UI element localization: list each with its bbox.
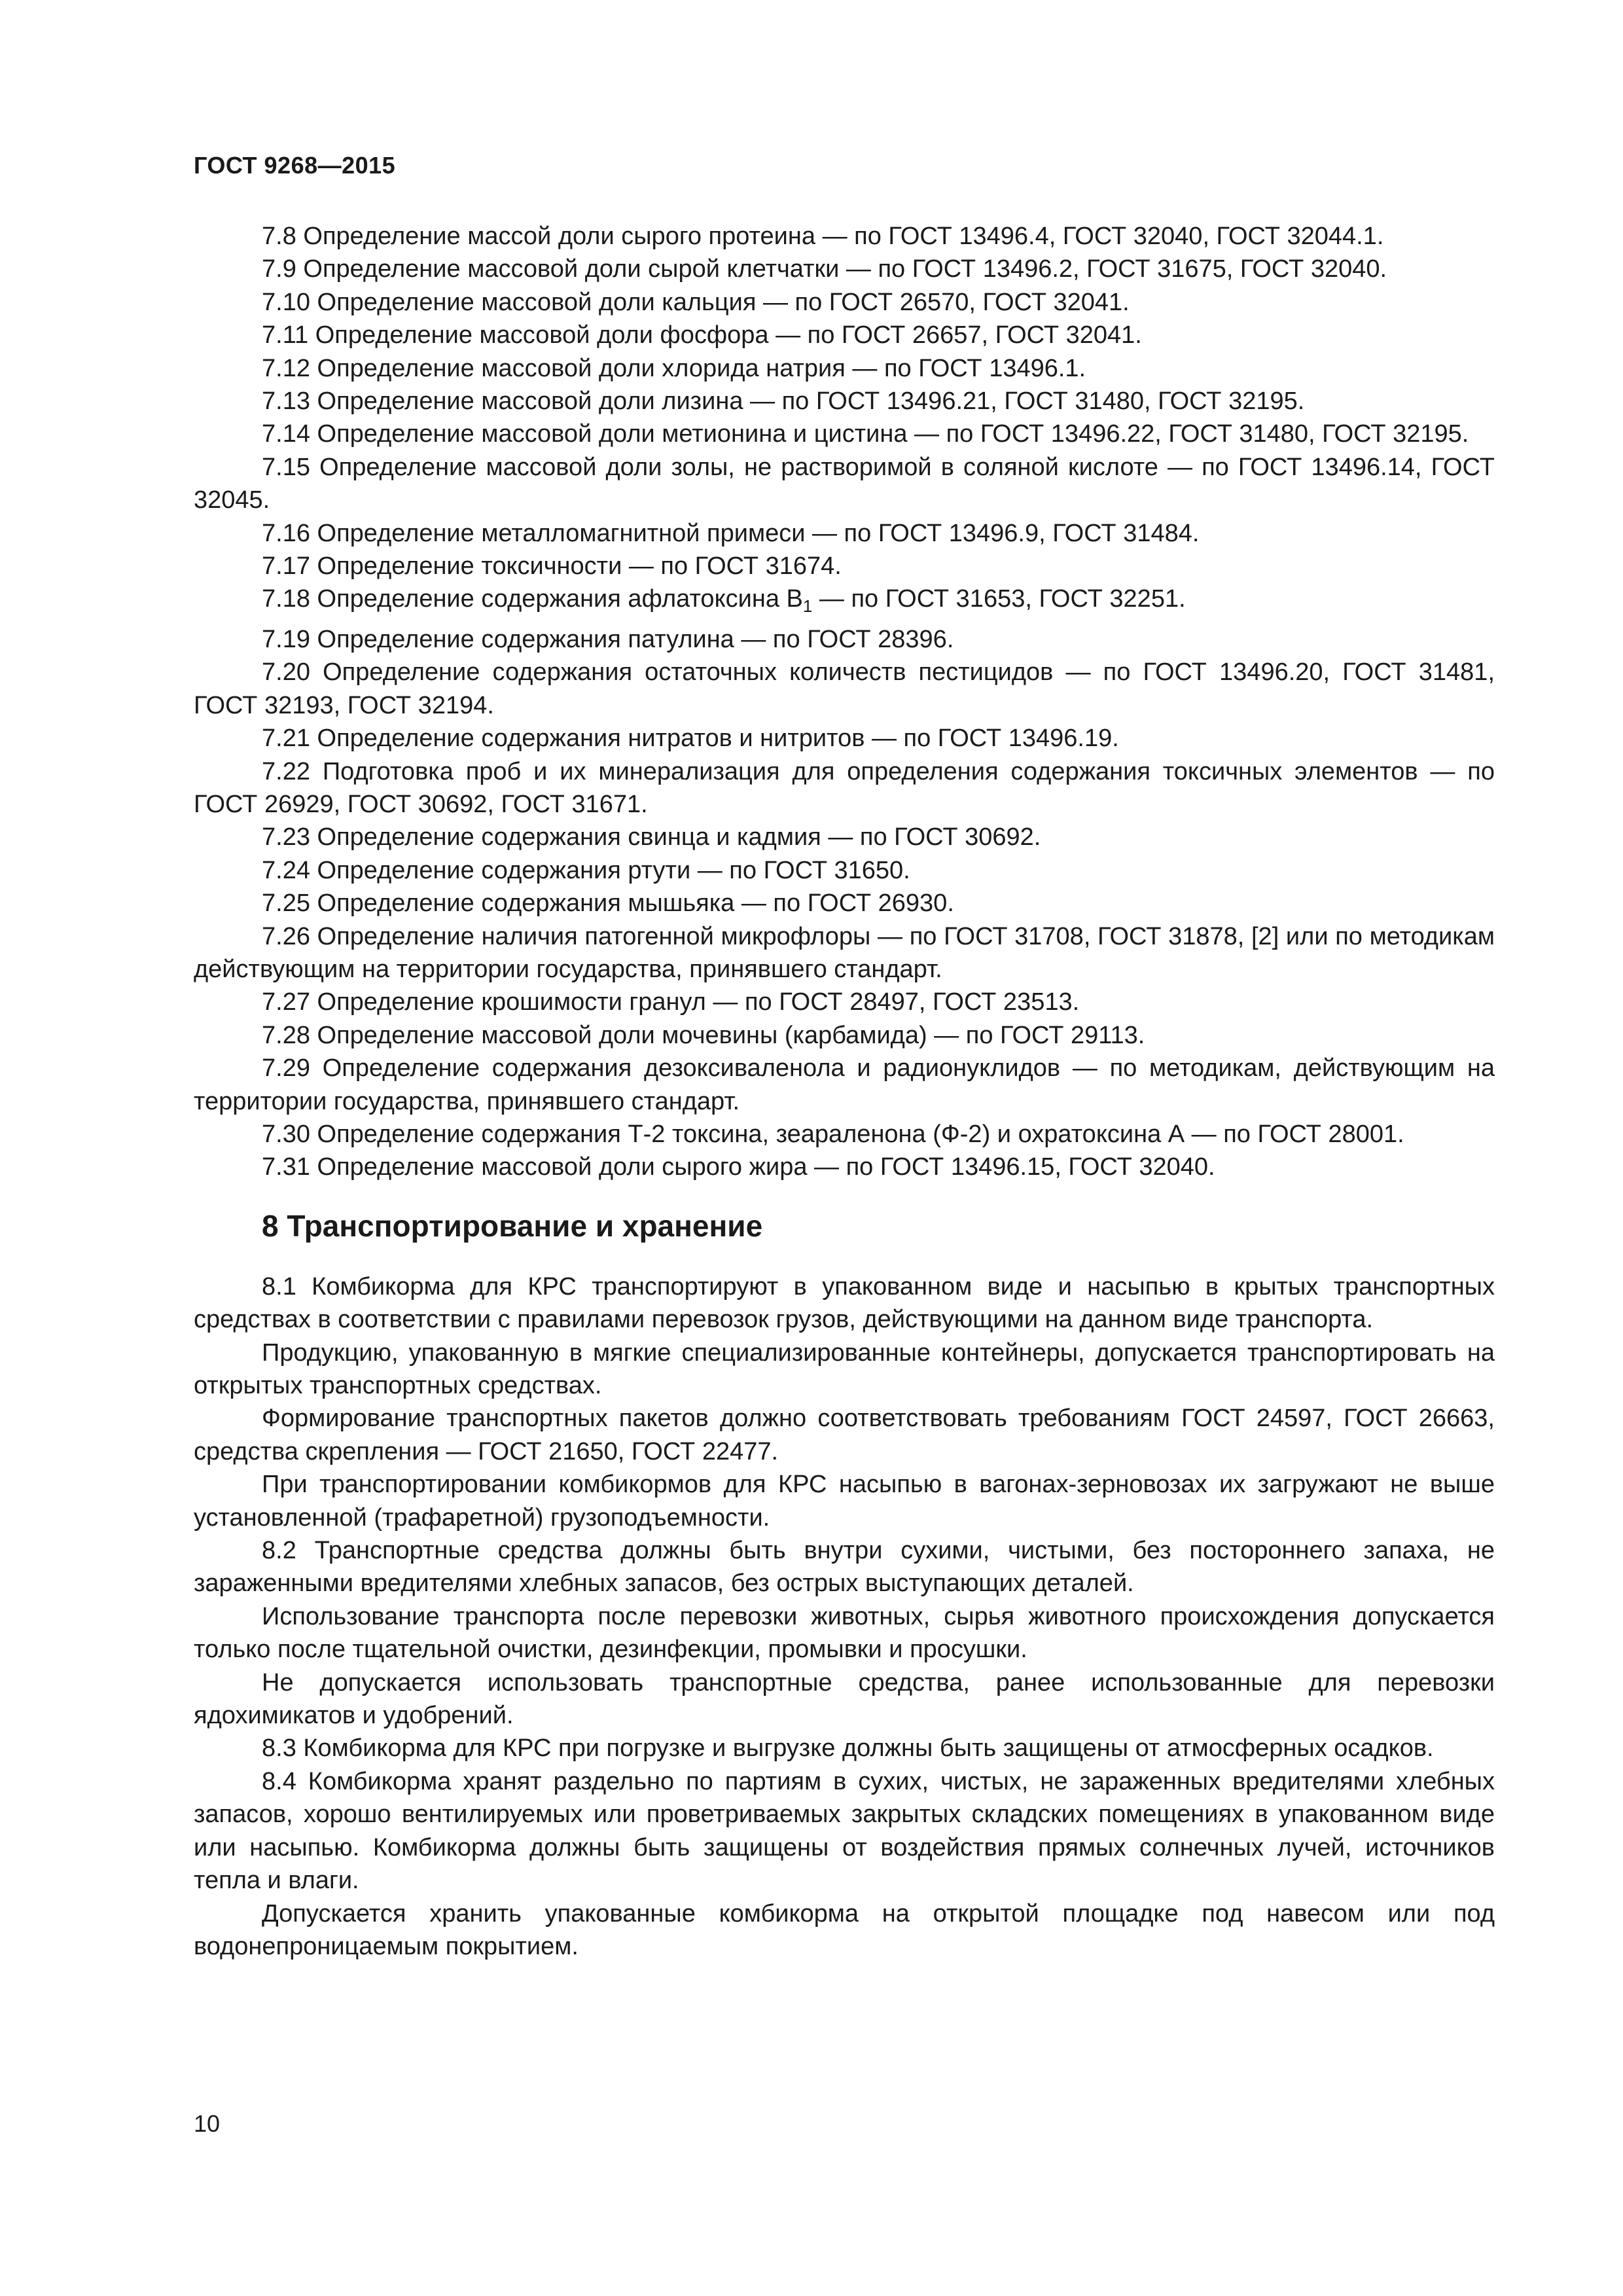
paragraph: Формирование транспортных пакетов должно соответствовать требованиям ГОСТ 24597, ГОСТ 26663, средства скрепления — ГОСТ 21650, ГОСТ 22477.	[194, 1405, 1495, 1465]
clause-text: Определение содержания остаточных количеств пестицидов — по ГОСТ 13496.20, ГОСТ 31481, ГОСТ 32193, ГОСТ 32194.	[194, 658, 1495, 719]
clause-text: Определение массовой доли хлорида натрия — по ГОСТ 13496.1.	[317, 354, 1086, 382]
clause-7-17	[194, 550, 1495, 583]
clause-number: 7.12	[262, 354, 310, 382]
clause-number: 7.10	[262, 288, 310, 316]
clause-text: Определение массовой доли сырой клетчатки — по ГОСТ 13496.2, ГОСТ 31675, ГОСТ 32040.	[303, 255, 1387, 283]
clause-number: 7.22	[262, 757, 310, 785]
clause-number: 7.9	[262, 255, 296, 283]
document-header: ГОСТ 9268—2015	[194, 152, 396, 179]
clause-7-22	[194, 755, 1495, 821]
clause-text: Определение содержания мышьяка — по ГОСТ 26930.	[317, 889, 954, 918]
clause-7-9	[194, 253, 1495, 285]
clause-text: Определение содержания свинца и кадмия — по ГОСТ 30692.	[317, 823, 1041, 852]
clause-text: Определение массовой доли сырого жира — по ГОСТ 13496.15, ГОСТ 32040.	[317, 1153, 1215, 1181]
clause-7-24	[194, 854, 1495, 887]
clause-text: Определение массовой доли метионина и цистина — по ГОСТ 13496.22, ГОСТ 31480, ГОСТ 32195.	[317, 420, 1469, 448]
clause-text: Определение содержания нитратов и нитритов — по ГОСТ 13496.19.	[317, 725, 1119, 753]
clause-text: Определение содержания афлатоксина B	[317, 585, 803, 613]
paragraph: Допускается хранить упакованные комбикорма на открытой площадке под навесом или под водонепроницаемым покрытием.	[194, 1899, 1495, 1960]
clause-number: 7.24	[262, 856, 310, 884]
clause-text: Определение токсичности — по ГОСТ 31674.	[317, 552, 842, 581]
clause-number: 7.27	[262, 988, 310, 1016]
clause-number: 7.26	[262, 922, 310, 950]
clause-text: Определение массовой доли лизина — по ГОСТ 13496.21, ГОСТ 31480, ГОСТ 32195.	[317, 387, 1305, 416]
clause-7-10	[194, 286, 1495, 319]
clause-number: 7.31	[262, 1153, 310, 1181]
clause-text: Определение наличия патогенной микрофлоры — по ГОСТ 31708, ГОСТ 31878, [2] или по методикам действующим на территории государства, принявшего стандарт.	[194, 922, 1495, 983]
clause-7-20	[194, 656, 1495, 722]
clause-7-27	[194, 986, 1495, 1018]
clause-number: 7.29	[262, 1054, 310, 1083]
clause-number: 7.11	[262, 321, 309, 350]
clause-number: 7.13	[262, 387, 310, 416]
clause-7-19	[194, 623, 1495, 656]
clause-text: Определение массой доли сырого протеина — по ГОСТ 13496.4, ГОСТ 32040, ГОСТ 32044.1.	[303, 223, 1384, 250]
paragraph: Не допускается использовать транспортные средства, ранее использованные для перевозки ядохимикатов и удобрений.	[194, 1668, 1495, 1730]
clause-text: Определение массовой доли кальция — по ГОСТ 26570, ГОСТ 32041.	[317, 288, 1130, 316]
clause-text-tail: — по ГОСТ 31653, ГОСТ 32251.	[812, 585, 1186, 613]
clause-7-11	[194, 319, 1495, 351]
section-8-body	[194, 1270, 1495, 1964]
clause-7-12	[194, 352, 1495, 385]
clause-text: Определение содержания ртути — по ГОСТ 31650.	[317, 856, 910, 884]
clause-7-29	[194, 1052, 1495, 1118]
page-body	[194, 220, 1495, 1963]
section-7-list	[194, 220, 1495, 1184]
clause-7-13	[194, 385, 1495, 418]
clause-7-31	[194, 1151, 1495, 1183]
clause-number: 7.16	[262, 519, 310, 547]
clause-text: Подготовка проб и их минерализация для определения содержания токсичных элементов — по ГОСТ 26929, ГОСТ 30692, ГОСТ 31671.	[194, 757, 1495, 818]
clause-7-25	[194, 887, 1495, 920]
paragraph: 8.2 Транспортные средства должны быть внутри сухими, чистыми, без постороннего запаха, не зараженными вредителями хлебных запасов, без острых выступающих деталей.	[194, 1537, 1495, 1598]
clause-7-30	[194, 1118, 1495, 1151]
clause-7-23	[194, 821, 1495, 853]
clause-7-8	[194, 220, 1495, 253]
clause-7-28	[194, 1019, 1495, 1052]
clause-7-14	[194, 418, 1495, 450]
paragraph: 8.4 Комбикорма хранят раздельно по партиям в сухих, чистых, не зараженных вредителями хлебных запасов, хорошо вентилируемых или проветриваемых закрытых складских помещениях в упакованном виде или насыпью. Комбикорма должны быть защищены от воздействия прямых солнечных лучей, источников тепла и влаги.	[194, 1767, 1495, 1895]
paragraph: 8.1 Комбикорма для КРС транспортируют в упакованном виде и насыпью в крытых транспортных средствах в соответствии с правилами перевозок грузов, действующими на данном виде транспорта.	[194, 1272, 1495, 1334]
clause-number: 7.19	[262, 625, 310, 653]
clause-text: Определение массовой доли золы, не растворимой в соляной кислоте — по ГОСТ 13496.14, ГОСТ 32045.	[194, 453, 1495, 514]
paragraph: Использование транспорта после перевозки животных, сырья животного происхождения допускается только после тщательной очистки, дезинфекции, промывки и просушки.	[194, 1602, 1495, 1664]
clause-number: 7.21	[262, 725, 310, 753]
clause-number: 7.25	[262, 889, 310, 918]
clause-number: 7.23	[262, 823, 310, 852]
clause-subscript: 1	[802, 596, 813, 617]
clause-7-18	[194, 583, 1495, 622]
clause-number: 7.18	[262, 585, 310, 613]
page-number: 10	[194, 2110, 221, 2137]
clause-number: 7.14	[262, 420, 310, 448]
clause-text: Определение содержания дезоксиваленола и радионуклидов — по методикам, действующим на территории государства, принявшего стандарт.	[194, 1054, 1495, 1115]
clause-text: Определение массовой доли фосфора — по ГОСТ 26657, ГОСТ 32041.	[315, 321, 1142, 350]
clause-text: Определение массовой доли мочевины (карбамида) — по ГОСТ 29113.	[317, 1021, 1145, 1049]
clause-number: 7.20	[262, 658, 310, 687]
clause-number: 7.15	[262, 453, 310, 481]
clause-7-26	[194, 920, 1495, 986]
clause-number: 7.8	[262, 223, 296, 250]
clause-number: 7.30	[262, 1120, 310, 1148]
clause-text: Определение металломагнитной примеси — по ГОСТ 13496.9, ГОСТ 31484.	[317, 519, 1200, 547]
clause-number: 7.28	[262, 1021, 310, 1049]
clause-number: 7.17	[262, 552, 310, 581]
clause-text: Определение крошимости гранул — по ГОСТ 28497, ГОСТ 23513.	[317, 988, 1080, 1016]
clause-7-16	[194, 517, 1495, 550]
clause-7-15	[194, 451, 1495, 517]
paragraph: При транспортировании комбикормов для КРС насыпью в вагонах-зерновозах их загружают не выше установленной (трафаретной) грузоподъемности.	[194, 1471, 1495, 1532]
paragraph: 8.3 Комбикорма для КРС при погрузке и выгрузке должны быть защищены от атмосферных осадков.	[262, 1734, 1434, 1763]
clause-7-21	[194, 722, 1495, 755]
paragraph: Продукцию, упакованную в мягкие специализированные контейнеры, допускается транспортировать на открытых транспортных средствах.	[194, 1338, 1495, 1399]
section-heading: 8 Транспортирование и хранение	[262, 1208, 763, 1243]
clause-text: Определение содержания Т-2 токсина, зеараленона (Ф-2) и охратоксина А — по ГОСТ 28001.	[317, 1120, 1404, 1148]
clause-text: Определение содержания патулина — по ГОСТ 28396.	[317, 625, 954, 653]
